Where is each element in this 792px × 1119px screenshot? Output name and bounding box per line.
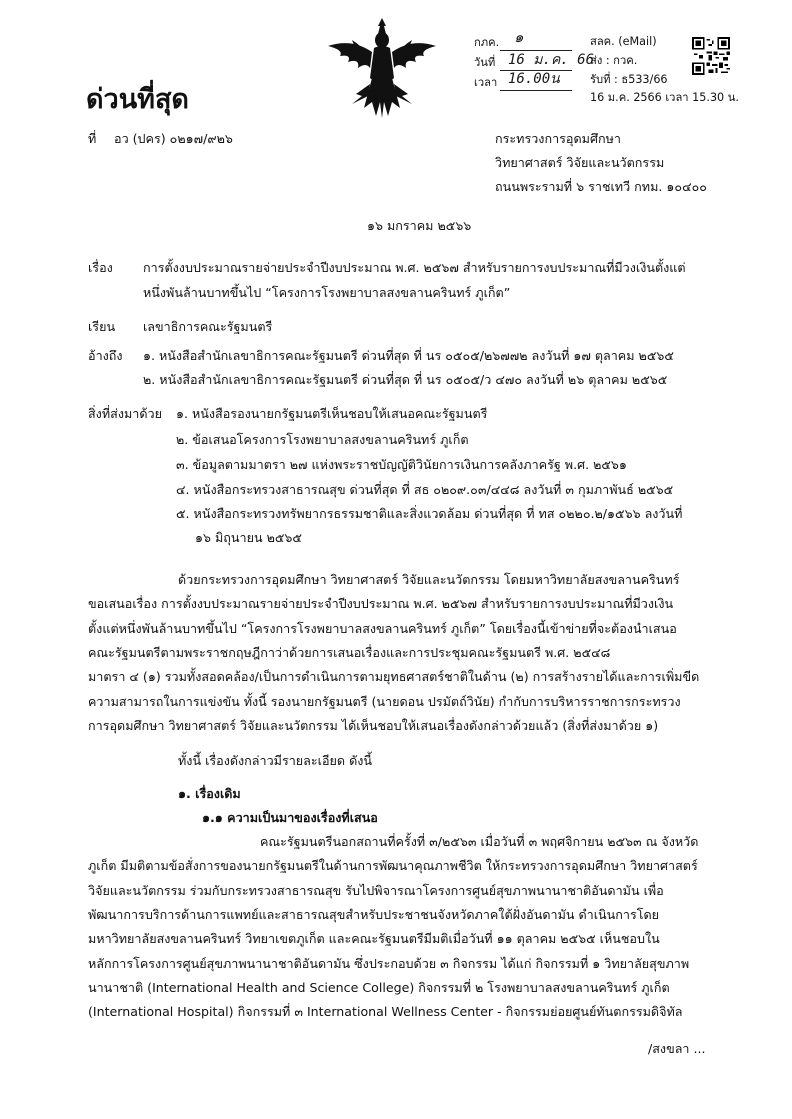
enclosure-item: ๒. ข้อเสนอโครงการโรงพยาบาลสงขลานครินทร์ ภูเก็ต [176, 432, 469, 447]
stamp-date-value: 16 ม.ค. 66 [508, 52, 595, 68]
paragraph-line: (International Hospital) กิจกรรมที่ ๓ International Wellness Center - กิจกรรมย่อยศูนย์ทันตกรรมดิจิทัล [88, 1004, 683, 1019]
paragraph-line: มหาวิทยาลัยสงขลานครินทร์ วิทยาเขตภูเก็ต และคณะรัฐมนตรีมีมติเมื่อวันที่ ๑๑ ตุลาคม ๒๕๖๕ เห็นชอบใน [88, 931, 660, 946]
stamp-received-datetime: 16 ม.ค. 2566 เวลา 15.30 น. [590, 91, 739, 104]
paragraph-line: ทั้งนี้ เรื่องดังกล่าวมีรายละเอียด ดังนี้ [178, 753, 373, 768]
stamp-time-label: เวลา [474, 76, 498, 89]
urgency-heading: ด่วนที่สุด [86, 84, 189, 115]
stamp-date-label: วันที่ [474, 56, 496, 69]
stamp-kor-label: กภค. [474, 36, 500, 49]
to-label: เรียน [88, 319, 116, 334]
subject-line: การตั้งงบประมาณรายจ่ายประจำปีงบประมาณ พ.ศ. ๒๕๖๗ สำหรับรายการงบประมาณที่มีวงเงินตั้งแต่ [143, 260, 686, 275]
paragraph-line: ขอเสนอเรื่อง การตั้งงบประมาณรายจ่ายประจำปีงบประมาณ พ.ศ. ๒๕๖๗ สำหรับรายการงบประมาณที่มีวงเงิน [88, 596, 674, 611]
section-heading: ๑. เรื่องเดิม [178, 786, 241, 801]
enclosure-continuation: ๑๖ มิถุนายน ๒๕๖๕ [195, 530, 302, 545]
enclosure-item: ๓. ข้อมูลตามมาตรา ๒๗ แห่งพระราชบัญญัติวินัยการเงินการคลังภาครัฐ พ.ศ. ๒๕๖๑ [176, 457, 627, 472]
references-label: อ้างถึง [88, 348, 123, 363]
enclosures-label: สิ่งที่ส่งมาด้วย [88, 406, 162, 421]
ref-number: อว (ปคร) ๐๒๑๗/๙๒๖ [114, 131, 233, 146]
paragraph-line: ภูเก็ต มีมติตามข้อสั่งการของนายกรัฐมนตรีในด้านการพัฒนาคุณภาพชีวิต ให้กระทรวงการอุดมศึกษา วิทยาศาสตร์ [88, 858, 698, 873]
paragraph-line: มาตรา ๔ (๑) รวมทั้งสอดคล้อง/เป็นการดำเนินการตามยุทธศาสตร์ชาติในด้าน (๒) การสร้างรายได้และการเพิ่มขีด [88, 669, 700, 684]
qr-code [692, 37, 730, 75]
paragraph-line: นานาชาติ (International Health and Science College) กิจกรรมที่ ๒ โรงพยาบาลสงขลานครินทร์ ภูเก็ต [88, 980, 670, 995]
stamp-kor-value: ๑ [514, 28, 524, 46]
paragraph-line: หลักการโครงการศูนย์สุขภาพนานาชาติอันดามัน ซึ่งประกอบด้วย ๓ กิจกรรม ได้แก่ กิจกรรมที่ ๑ วิทยาลัยสุขภาพ [88, 956, 690, 971]
paragraph-line: คณะรัฐมนตรีตามพระราชกฤษฎีกาว่าด้วยการเสนอเรื่องและการประชุมคณะรัฐมนตรี พ.ศ. ๒๕๔๘ [88, 645, 611, 660]
paragraph-line: ด้วยกระทรวงการอุดมศึกษา วิทยาศาสตร์ วิจัยและนวัตกรรม โดยมหาวิทยาลัยสงขลานครินทร์ [178, 572, 680, 587]
sender-line: ถนนพระรามที่ ๖ ราชเทวี กทม. ๑๐๔๐๐ [495, 179, 707, 194]
paragraph-line: ความสามารถในการแข่งขัน ทั้งนี้ รองนายกรัฐมนตรี (นายดอน ปรมัตถ์วินัย) กำกับการบริหารราชการกระทรวง [88, 694, 681, 709]
paragraph-line: การอุดมศึกษา วิทยาศาสตร์ วิจัยและนวัตกรรม ได้เห็นชอบให้เสนอเรื่องดังกล่าวด้วยแล้ว (สิ่งที่ส่งมาด้วย ๑) [88, 718, 659, 733]
enclosure-item: ๑. หนังสือรองนายกรัฐมนตรีเห็นชอบให้เสนอคณะรัฐมนตรี [176, 406, 488, 421]
paragraph-line: วิจัยและนวัตกรรม ร่วมกับกระทรวงสาธารณสุข รับไปพิจารณาโครงการศูนย์สุขภาพนานาชาติอันดามัน เพื่อ [88, 883, 664, 898]
subsection-heading: ๑.๑ ความเป็นมาของเรื่องที่เสนอ [202, 810, 378, 825]
to-value: เลขาธิการคณะรัฐมนตรี [143, 319, 273, 334]
enclosure-item: ๕. หนังสือกระทรวงทรัพยากรธรรมชาติและสิ่งแวดล้อม ด่วนที่สุด ที่ ทส ๐๒๒๐.๒/๑๕๖๖ ลงวันที่ [176, 506, 683, 521]
stamp-line [500, 90, 572, 91]
garuda-emblem [322, 12, 442, 132]
stamp-office: สลค. (eMail) [590, 35, 657, 48]
sender-line: กระทรวงการอุดมศึกษา [495, 131, 621, 146]
stamp-send-to: ส่ง : กวค. [590, 54, 638, 67]
subject-line: หนึ่งพันล้านบาทขึ้นไป “โครงการโรงพยาบาลสงขลานครินทร์ ภูเก็ต” [143, 285, 511, 300]
reference-item: ๒. หนังสือสำนักเลขาธิการคณะรัฐมนตรี ด่วนที่สุด ที่ นร ๐๕๐๕/ว ๔๗๐ ลงวันที่ ๒๖ ตุลาคม ๒๕๖๕ [143, 372, 668, 387]
paragraph-line: คณะรัฐมนตรีนอกสถานที่ครั้งที่ ๓/๒๕๖๓ เมื่อวันที่ ๓ พฤศจิกายน ๒๕๖๓ ณ จังหวัด [260, 834, 699, 849]
stamp-line [500, 50, 572, 51]
letter-date: ๑๖ มกราคม ๒๕๖๖ [367, 218, 472, 233]
stamp-received-no: รับที่ : ธ533/66 [590, 73, 668, 86]
paragraph-line: ตั้งแต่หนึ่งพันล้านบาทขึ้นไป “โครงการโรงพยาบาลสงขลานครินทร์ ภูเก็ต” โดยเรื่องนี้เข้าข่ายที่จะต้องนำเสนอ [88, 621, 677, 636]
ref-label: ที่ [88, 131, 97, 146]
reference-item: ๑. หนังสือสำนักเลขาธิการคณะรัฐมนตรี ด่วนที่สุด ที่ นร ๐๕๐๕/๒๖๗๗๒ ลงวันที่ ๑๗ ตุลาคม ๒๕๖๕ [143, 348, 674, 363]
enclosure-item: ๔. หนังสือกระทรวงสาธารณสุข ด่วนที่สุด ที่ สธ ๐๒๐๙.๐๓/๔๔๘ ลงวันที่ ๓ กุมภาพันธ์ ๒๕๖๕ [176, 482, 674, 497]
paragraph-line: พัฒนาการบริการด้านการแพทย์และสาธารณสุขสำหรับประชาชนจังหวัดภาคใต้ฝั่งอันดามัน ดำเนินการโดย [88, 907, 660, 922]
page-continuation: /สงขลา ... [648, 1041, 706, 1056]
subject-label: เรื่อง [88, 260, 113, 275]
stamp-time-value: 16.00น [508, 71, 560, 87]
sender-line: วิทยาศาสตร์ วิจัยและนวัตกรรม [495, 155, 665, 170]
